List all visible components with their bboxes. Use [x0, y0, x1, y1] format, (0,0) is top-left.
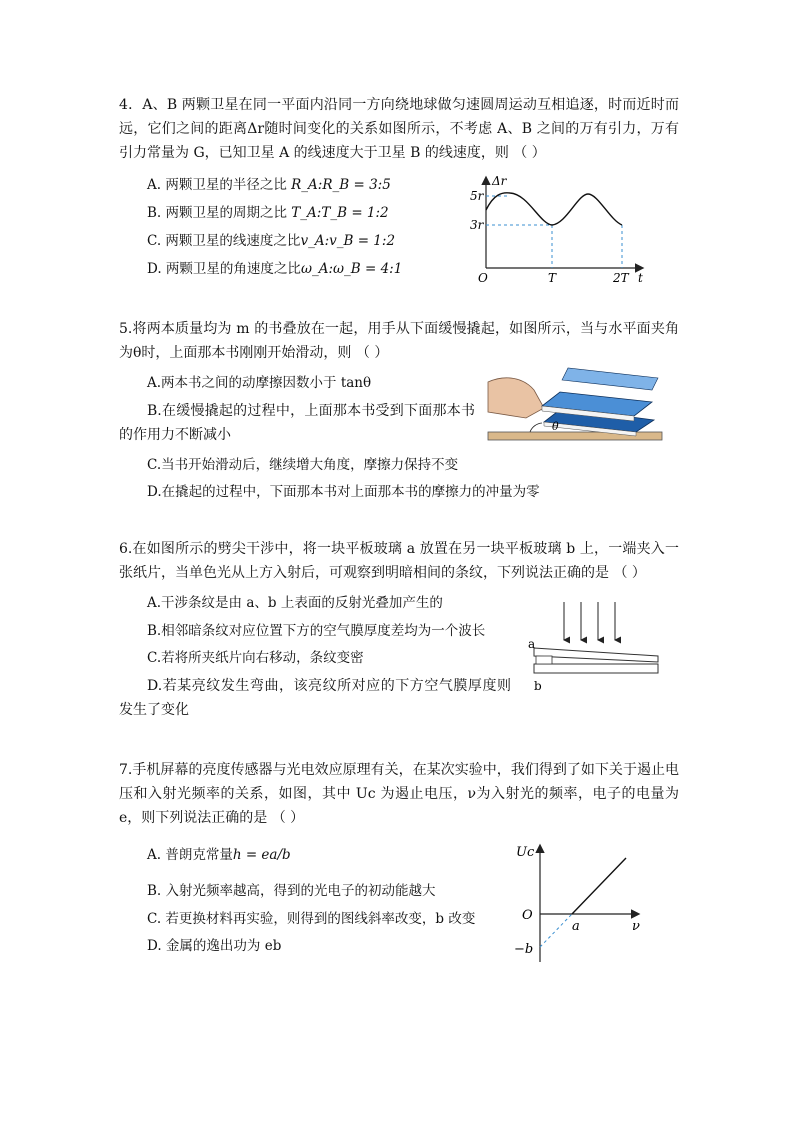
- q7-x-intercept: a: [572, 919, 580, 934]
- q7-y-intercept: −b: [514, 942, 534, 957]
- q5-option-d[interactable]: D.在撬起的过程中，下面那本书对上面那本书的摩擦力的冲量为零: [147, 484, 540, 500]
- q4-option-d[interactable]: [147, 257, 402, 281]
- q6-paper-slip: [536, 656, 552, 664]
- q5-option-b[interactable]: B.在缓慢撬起的过程中，上面那本书受到下面那本书的作用力不断减小: [119, 403, 475, 443]
- q4-tick-2T: 2T: [613, 271, 629, 285]
- q6-plate-b: [534, 664, 658, 673]
- q5-angle-arc: [530, 423, 542, 432]
- q6-label-b: b: [534, 679, 542, 693]
- q4-y-label: Δr: [492, 174, 507, 188]
- q4-origin: O: [478, 271, 488, 285]
- q4-option-c[interactable]: [147, 229, 395, 253]
- q4-option-c-text: C. 两颗卫星的线速度之比: [147, 233, 301, 249]
- q4-option-a[interactable]: [147, 173, 391, 197]
- q6-label-a: a: [528, 637, 536, 651]
- q4-tick-T: T: [548, 271, 557, 285]
- q7-option-a-math: h = ea/b: [232, 847, 291, 863]
- q7-x-label: ν: [632, 919, 640, 934]
- q6-plate-a: [534, 648, 658, 662]
- q7-option-b[interactable]: B. 入射光频率越高，得到的光电子的初动能越大: [147, 883, 436, 899]
- q7-line: [572, 858, 626, 914]
- q6-option-b[interactable]: B.相邻暗条纹对应位置下方的空气膜厚度差均为一个波长: [147, 623, 486, 639]
- q5-hand: [488, 378, 544, 418]
- q7-origin: O: [522, 908, 533, 923]
- q7-y-label: Uc: [516, 845, 535, 860]
- q5-books-figure: [486, 360, 664, 450]
- q6-option-d[interactable]: D.若某亮纹发生弯曲，该亮纹所对应的下方空气膜厚度则发生了变化: [119, 678, 511, 718]
- q4-option-a-math: R_A:R_B = 3:5: [291, 177, 391, 193]
- q7-option-a-text: A. 普朗克常量: [147, 847, 233, 863]
- q5-stem: 5.将两本质量均为 m 的书叠放在一起，用手从下面缓慢撬起，如图所示，当与水平面夹角为θ时，上面那本书刚刚开始滑动，则 （ ）: [119, 321, 679, 361]
- q7-option-d[interactable]: D. 金属的逸出功为 eb: [147, 938, 282, 954]
- q5-option-a[interactable]: A.两本书之间的动摩擦因数小于 tanθ: [147, 375, 372, 391]
- q7-option-a[interactable]: [147, 843, 291, 867]
- q4-x-label: t: [638, 271, 643, 285]
- q4-option-b-text: B. 两颗卫星的周期之比: [147, 205, 292, 221]
- q6-wedge-figure: [526, 598, 666, 696]
- q7-extension: [540, 914, 572, 947]
- q7-graph: [510, 838, 650, 966]
- q4-curve: [486, 193, 622, 225]
- q4-graph: [470, 172, 650, 287]
- q4-option-d-math: ω_A:ω_B = 4:1: [300, 261, 403, 277]
- q7-stem: 7.手机屏幕的亮度传感器与光电效应原理有关，在某次实验中，我们得到了如下关于遏止电压和入射光频率的关系，如图，其中 Uc 为遏止电压，ν为入射光的频率，电子的电量为 e，则下列说法正确的是 （ ）: [119, 762, 679, 826]
- q4-stem: 4．A、B 两颗卫星在同一平面内沿同一方向绕地球做匀速圆周运动互相追逐，时而近时而远，它们之间的距离Δr随时间变化的关系如图所示，不考虑 A、B 之间的万有引力，万有引力常量为 G，已知卫星 A 的线速度大于卫星 B 的线速度，则 （ ）: [119, 97, 679, 161]
- q5-book-cover: [562, 368, 658, 390]
- q4-tick-5r: 5r: [470, 189, 484, 203]
- q6-option-a[interactable]: A.干涉条纹是由 a、b 上表面的反射光叠加产生的: [147, 595, 443, 611]
- q6-option-c[interactable]: C.若将所夹纸片向右移动，条纹变密: [147, 650, 364, 666]
- q4-option-b[interactable]: [147, 201, 389, 225]
- q5-option-c[interactable]: C.当书开始滑动后，继续增大角度，摩擦力保持不变: [147, 457, 459, 473]
- q7-option-c[interactable]: C. 若更换材料再实验，则得到的图线斜率改变，b 改变: [147, 911, 476, 927]
- q4-option-b-math: T_A:T_B = 1:2: [291, 205, 389, 221]
- q4-option-d-text: D. 两颗卫星的角速度之比: [147, 261, 301, 277]
- q5-theta-label: θ: [552, 420, 559, 433]
- q4-tick-3r: 3r: [470, 218, 484, 232]
- q4-option-c-math: v_A:v_B = 1:2: [300, 233, 396, 249]
- q6-stem: 6.在如图所示的劈尖干涉中，将一块平板玻璃 a 放置在另一块平板玻璃 b 上，一端夹入一张纸片，当单色光从上方入射后，可观察到明暗相间的条纹，下列说法正确的是 （ ）: [119, 541, 679, 581]
- q4-option-a-text: A. 两颗卫星的半径之比: [147, 177, 292, 193]
